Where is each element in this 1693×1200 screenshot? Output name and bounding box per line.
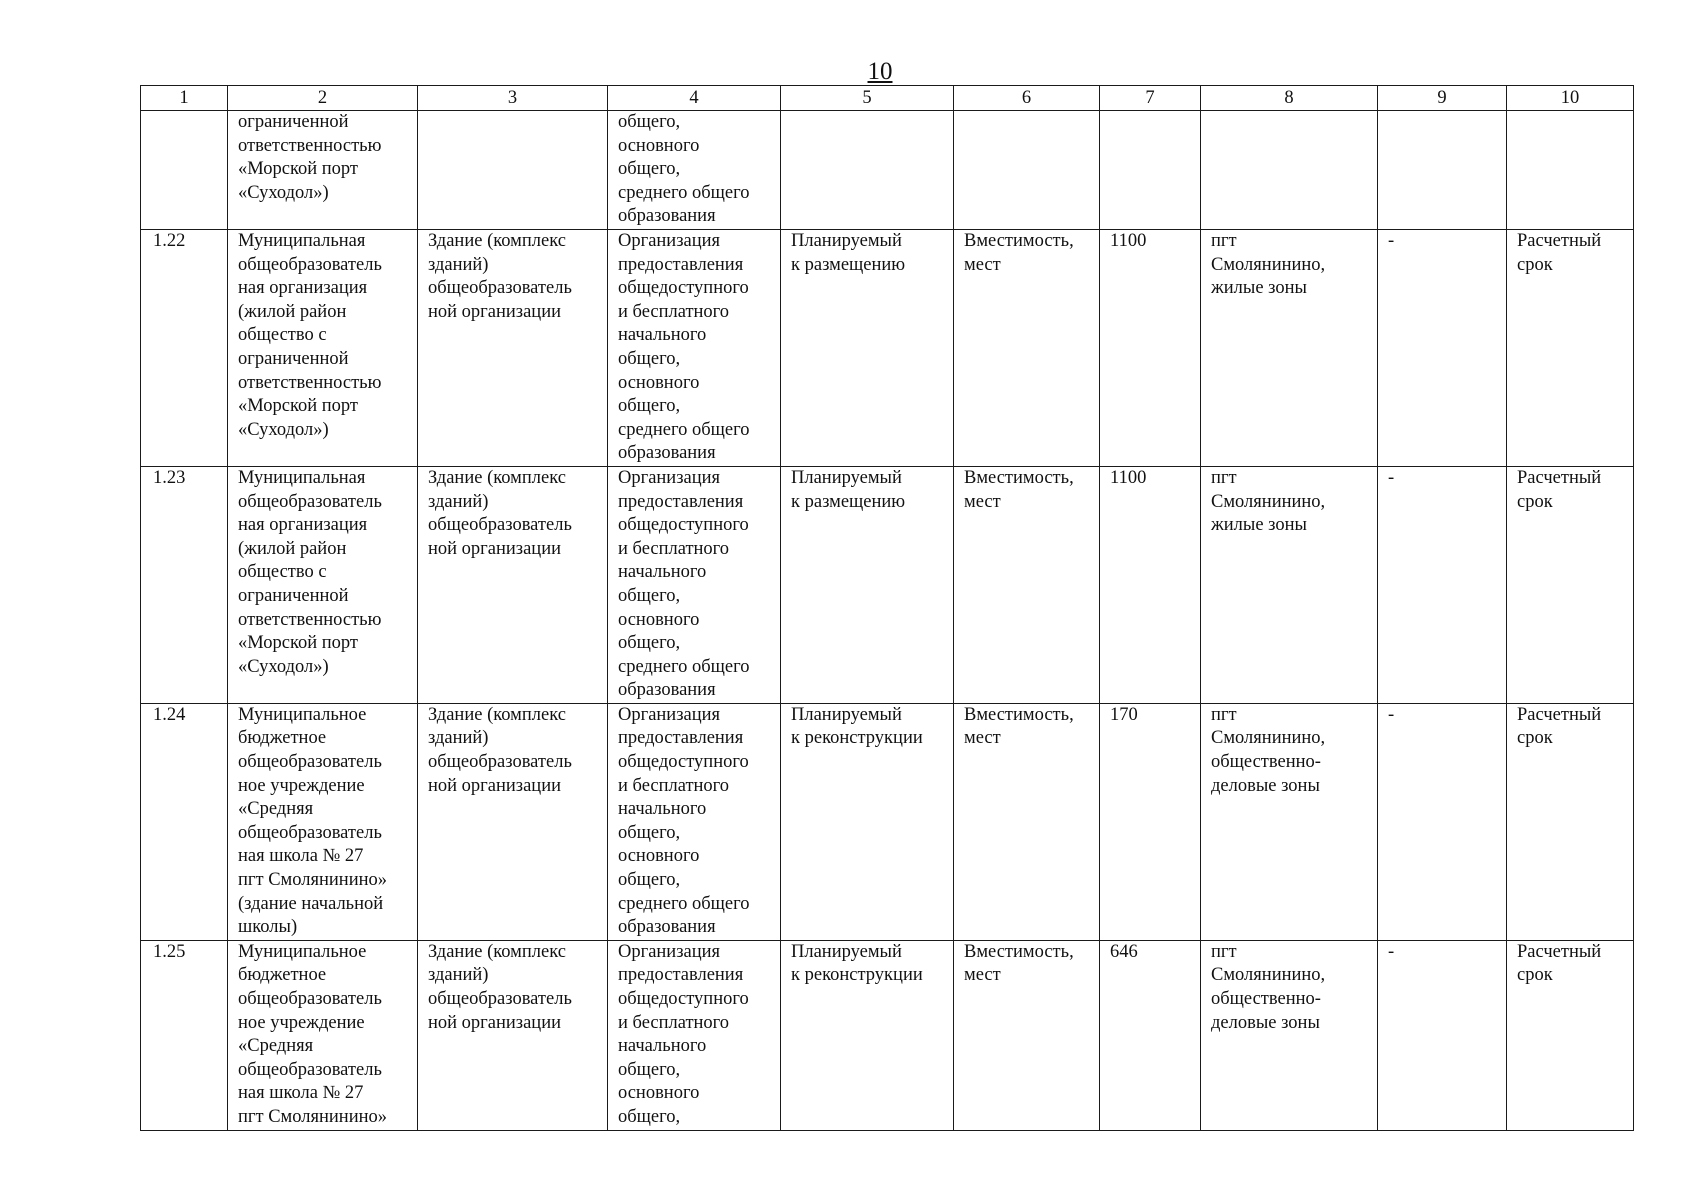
cell-text: Расчетный срок bbox=[1517, 704, 1602, 749]
cell-object-type bbox=[418, 466, 608, 703]
cell-characteristic bbox=[954, 940, 1100, 1130]
cell-text: 646 bbox=[1110, 941, 1138, 962]
cell-text: Вместимость, мест bbox=[964, 231, 1074, 275]
cell-characteristic bbox=[954, 466, 1100, 703]
column-header-1: 1 bbox=[141, 86, 228, 111]
cell-location bbox=[1201, 230, 1378, 467]
cell-text: пгт Смолянинино, жилые зоны bbox=[1211, 231, 1326, 299]
cell-text: Расчетный срок bbox=[1517, 231, 1602, 275]
cell-location bbox=[1201, 703, 1378, 940]
cell-term bbox=[1507, 111, 1634, 230]
cell-text: Здание (комплекс зданий) общеобразователь ной организации bbox=[428, 704, 572, 796]
cell-text: Вместимость, мест bbox=[964, 467, 1074, 512]
column-header-2: 2 bbox=[228, 86, 418, 111]
cell-text: пгт Смолянинино, общественно- деловые зоны bbox=[1211, 941, 1326, 1033]
cell-number bbox=[141, 940, 228, 1130]
cell-text: - bbox=[1388, 467, 1395, 488]
cell-number bbox=[141, 111, 228, 230]
cell-status bbox=[781, 703, 954, 940]
cell-purpose bbox=[608, 466, 781, 703]
cell-zone bbox=[1378, 466, 1507, 703]
cell-text: Муниципальная общеобразователь ная организация (жилой район общество с ограниченной ответственностью «Морской порт «Суходол») bbox=[238, 231, 382, 440]
cell-text: Организация предоставления общедоступного и бесплатного начального общего, основного общего, среднего общего образования bbox=[618, 704, 750, 938]
cell-name bbox=[228, 940, 418, 1130]
column-header-4: 4 bbox=[608, 86, 781, 111]
cell-purpose bbox=[608, 703, 781, 940]
cell-name bbox=[228, 703, 418, 940]
cell-text: Расчетный срок bbox=[1517, 467, 1602, 512]
cell-term bbox=[1507, 466, 1634, 703]
table-row bbox=[141, 940, 1634, 1130]
column-header-5: 5 bbox=[781, 86, 954, 111]
column-header-9: 9 bbox=[1378, 86, 1507, 111]
cell-text: 1100 bbox=[1110, 231, 1147, 251]
table-row bbox=[141, 111, 1634, 230]
cell-object-type bbox=[418, 111, 608, 230]
cell-text: Планируемый к реконструкции bbox=[791, 704, 923, 749]
cell-text: Планируемый к размещению bbox=[791, 467, 906, 512]
cell-value bbox=[1100, 940, 1201, 1130]
cell-object-type bbox=[418, 230, 608, 467]
cell-location bbox=[1201, 111, 1378, 230]
cell-zone bbox=[1378, 703, 1507, 940]
table-row bbox=[141, 703, 1634, 940]
cell-text: 1.23 bbox=[153, 467, 186, 488]
cell-purpose bbox=[608, 940, 781, 1130]
cell-characteristic bbox=[954, 703, 1100, 940]
cell-status bbox=[781, 111, 954, 230]
table-row bbox=[141, 230, 1634, 467]
cell-value bbox=[1100, 111, 1201, 230]
cell-object-type bbox=[418, 703, 608, 940]
cell-text: пгт Смолянинино, общественно- деловые зоны bbox=[1211, 704, 1326, 796]
cell-value bbox=[1100, 466, 1201, 703]
cell-text: Здание (комплекс зданий) общеобразователь ной организации bbox=[428, 467, 572, 559]
cell-zone bbox=[1378, 230, 1507, 467]
cell-zone bbox=[1378, 940, 1507, 1130]
cell-text: 1.22 bbox=[153, 231, 186, 251]
cell-purpose bbox=[608, 230, 781, 467]
column-header-3: 3 bbox=[418, 86, 608, 111]
cell-name bbox=[228, 466, 418, 703]
cell-text: Вместимость, мест bbox=[964, 941, 1074, 986]
cell-text: Организация предоставления общедоступного и бесплатного начального общего, основного общего, bbox=[618, 941, 749, 1127]
cell-text: Вместимость, мест bbox=[964, 704, 1074, 749]
cell-text: Здание (комплекс зданий) общеобразователь ной организации bbox=[428, 231, 572, 322]
cell-text: Муниципальное бюджетное общеобразователь ное учреждение «Средняя общеобразователь ная школа № 27 пгт Смолянинино» (здание начальной школы) bbox=[238, 704, 387, 938]
cell-location bbox=[1201, 940, 1378, 1130]
cell-text: Здание (комплекс зданий) общеобразователь ной организации bbox=[428, 941, 572, 1033]
cell-object-type bbox=[418, 940, 608, 1130]
cell-status bbox=[781, 940, 954, 1130]
cell-characteristic bbox=[954, 230, 1100, 467]
cell-text: - bbox=[1388, 704, 1395, 725]
cell-purpose bbox=[608, 111, 781, 230]
cell-term bbox=[1507, 703, 1634, 940]
objects-table bbox=[140, 85, 1634, 1131]
cell-text: Муниципальное бюджетное общеобразователь ное учреждение «Средняя общеобразователь ная школа № 27 пгт Смолянинино» bbox=[238, 941, 387, 1127]
cell-text: общего, основного общего, среднего общего образования bbox=[618, 112, 750, 227]
cell-text: - bbox=[1388, 941, 1395, 962]
cell-value bbox=[1100, 703, 1201, 940]
cell-text: - bbox=[1388, 231, 1395, 251]
table-row bbox=[141, 466, 1634, 703]
cell-characteristic bbox=[954, 111, 1100, 230]
cell-text: 1.25 bbox=[153, 941, 186, 962]
cell-text: Муниципальная общеобразователь ная организация (жилой район общество с ограниченной ответственностью «Морской порт «Суходол») bbox=[238, 467, 382, 677]
column-header-7: 7 bbox=[1100, 86, 1201, 111]
header-row bbox=[141, 86, 1634, 111]
cell-name bbox=[228, 230, 418, 467]
column-header-6: 6 bbox=[954, 86, 1100, 111]
cell-text: 1100 bbox=[1110, 467, 1147, 488]
cell-value bbox=[1100, 230, 1201, 467]
column-header-8: 8 bbox=[1201, 86, 1378, 111]
cell-text: Расчетный срок bbox=[1517, 941, 1602, 986]
cell-number bbox=[141, 230, 228, 467]
cell-text: 1.24 bbox=[153, 704, 186, 725]
cell-term bbox=[1507, 230, 1634, 467]
cell-status bbox=[781, 230, 954, 467]
cell-text: ограниченной ответственностью «Морской порт «Суходол») bbox=[238, 112, 382, 203]
cell-number bbox=[141, 466, 228, 703]
cell-text: Организация предоставления общедоступного и бесплатного начального общего, основного общего, среднего общего образования bbox=[618, 231, 750, 464]
cell-text: Организация предоставления общедоступного и бесплатного начального общего, основного общего, среднего общего образования bbox=[618, 467, 750, 701]
cell-number bbox=[141, 703, 228, 940]
cell-text: пгт Смолянинино, жилые зоны bbox=[1211, 467, 1326, 536]
page-number: 10 bbox=[867, 58, 893, 85]
column-header-10: 10 bbox=[1507, 86, 1634, 111]
cell-text: Планируемый к размещению bbox=[791, 231, 906, 275]
cell-location bbox=[1201, 466, 1378, 703]
cell-status bbox=[781, 466, 954, 703]
cell-text: Планируемый к реконструкции bbox=[791, 941, 923, 986]
cell-zone bbox=[1378, 111, 1507, 230]
cell-term bbox=[1507, 940, 1634, 1130]
cell-text: 170 bbox=[1110, 704, 1138, 725]
cell-name bbox=[228, 111, 418, 230]
